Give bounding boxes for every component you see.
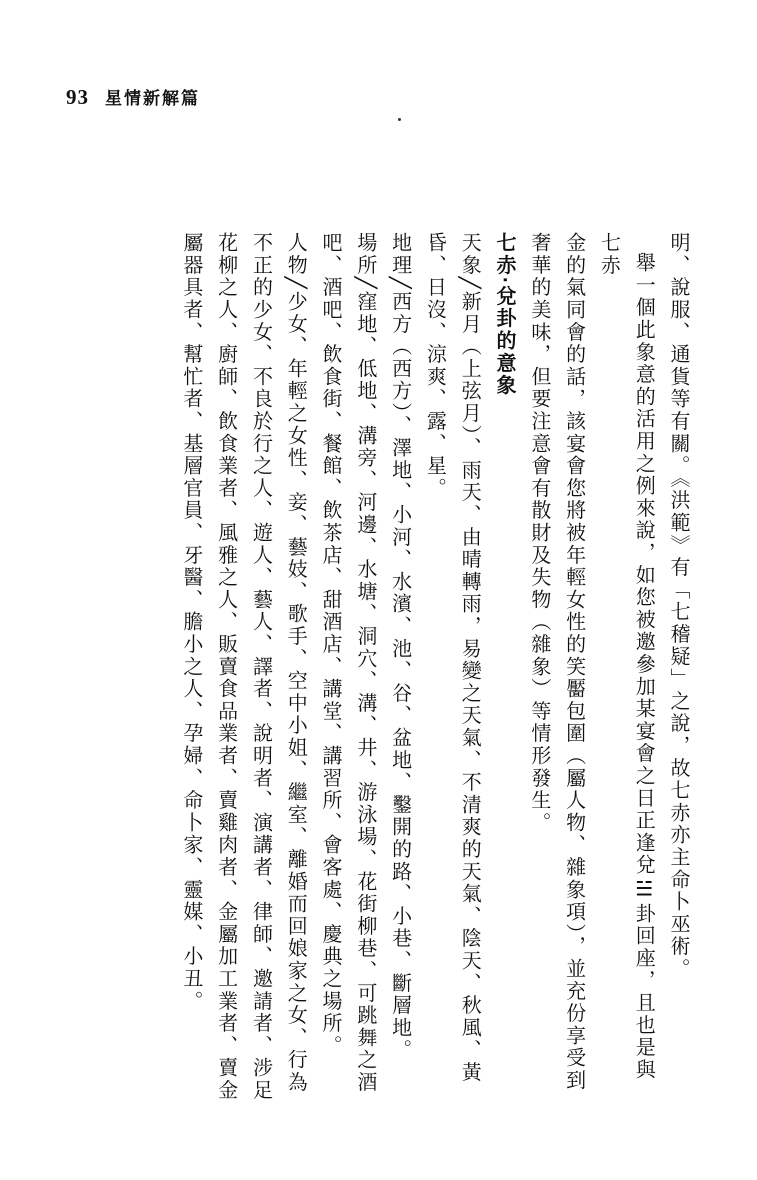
paragraph-example-line-2: 金的氣同會的話，該宴會您將被年輕女性的笑靨包圍（屬人物、雜象項），並充份享受到 <box>562 232 587 1092</box>
entry-geography: 地理╱西方（西方）、澤地、小河、水濱、池、谷、盆地、鑿開的路、小巷、斷層地。 <box>388 232 413 1062</box>
book-title: 星情新解篇 <box>105 89 200 109</box>
paragraph-example-line-1: 舉一個此象意的活用之例來說，如您被邀參加某宴會之日正逢兌☱卦回座，且也是與七赤 <box>597 232 657 1082</box>
paragraph-example-line-3: 奢華的美味，但要注意會有散財及失物（雜象）等情形發生。 <box>527 232 552 835</box>
paragraph-continued-divination: 明、說服、通貨等有關。《洪範》有「七稽疑」之說，故七赤亦主命卜巫術。 <box>667 232 691 981</box>
section-heading: 七赤‧兌卦的意象 <box>493 232 518 397</box>
entry-sky: 天象╱新月（上弦月）、雨天、由晴轉雨，易變之天氣、不清爽的天氣、陰天、秋風、黃昏、日沒、涼爽、露、星。 <box>423 232 483 1084</box>
page-number: 93 <box>66 85 89 109</box>
entry-people: 人物╱少女、年輕之女性、妾、藝妓、歌手、空中小姐、繼室、離婚而回娘家之女、行為不正的少女、不良於行之人、遊人、藝人、譯者、說明者、演講者、律師、邀請者、涉足花柳之人、廚師、飲食業者、風雅之人、販賣食品業者、賣雞肉者、金屬加工業者、賣金屬器具者、幫忙者、基層官員、牙醫、膽小之人、孕婦、命卜家、靈媒、小丑。 <box>179 232 309 1102</box>
page-header <box>66 84 200 114</box>
text-body <box>76 232 696 1102</box>
scan-speck <box>398 118 401 121</box>
entry-places: 場所╱窪地、低地、溝旁、河邊、水塘、洞穴、溝、井、游泳場、花街柳巷、可跳舞之酒吧、酒吧、飲食街、餐館、飲茶店、甜酒店、講堂、講習所、會客處、慶典之場所。 <box>319 232 378 1094</box>
